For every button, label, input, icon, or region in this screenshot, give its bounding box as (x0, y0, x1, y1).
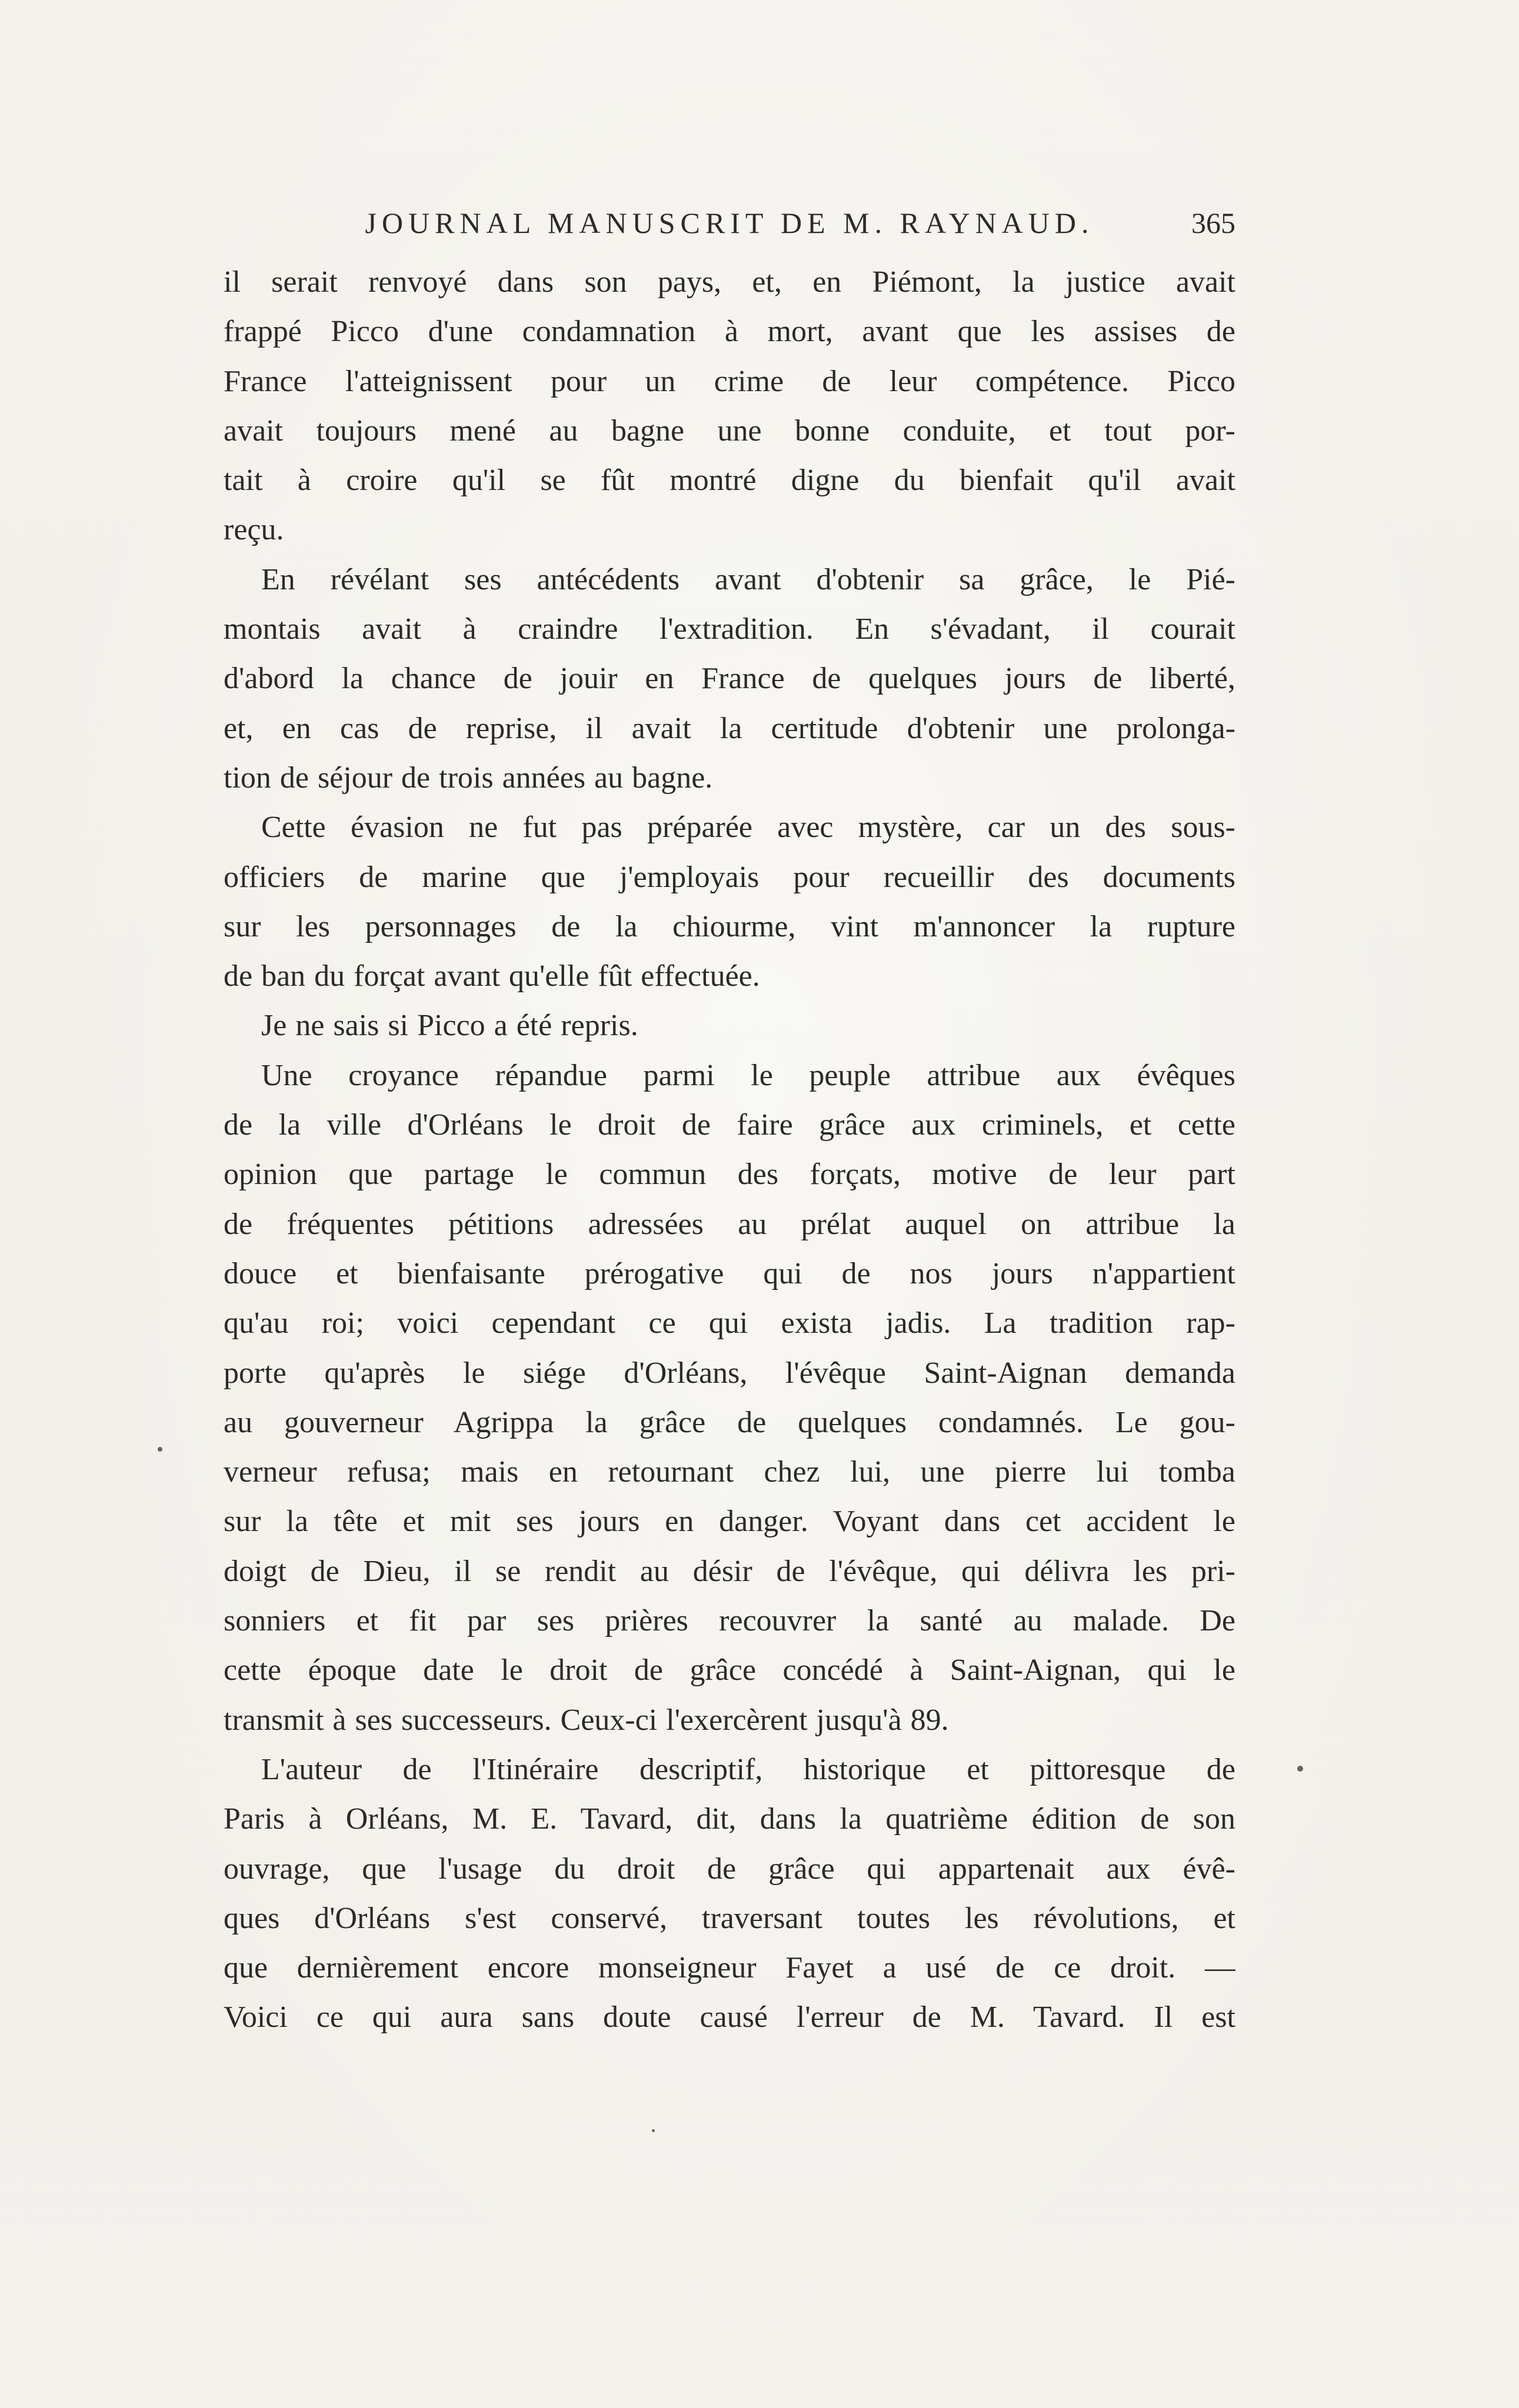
text-line: de la ville d'Orléans le droit de faire grâce aux criminels, et cette (224, 1108, 1235, 1142)
text-line: et, en cas de reprise, il avait la certitude d'obtenir une prolonga- (224, 711, 1235, 745)
text-line: officiers de marine que j'employais pour recueillir des documents (224, 860, 1235, 894)
text-line: L'auteur de l'Itinéraire descriptif, historique et pittoresque de (261, 1752, 1235, 1786)
paper-speck (1297, 1766, 1303, 1772)
text-line: opinion que partage le commun des forçats, motive de leur part (224, 1158, 1235, 1192)
text-line: frappé Picco d'une condamnation à mort, avant que les assises de (224, 315, 1235, 349)
text-line: douce et bienfaisante prérogative qui de nos jours n'appartient (224, 1256, 1235, 1290)
text-line: Cette évasion ne fut pas préparée avec mystère, car un des sous- (261, 811, 1235, 845)
text-line: ques d'Orléans s'est conservé, traversant toutes les révolutions, et (224, 1901, 1235, 1935)
text-line: cette époque date le droit de grâce concédé à Saint-Aignan, qui le (224, 1653, 1235, 1687)
text-line: sonniers et fit par ses prières recouvrer la santé au malade. De (224, 1604, 1235, 1638)
text-line: verneur refusa; mais en retournant chez lui, une pierre lui tomba (224, 1455, 1235, 1489)
text-line: Voici ce qui aura sans doute causé l'erreur de M. Tavard. Il est (224, 2000, 1235, 2035)
text-line: France l'atteignissent pour un crime de leur compétence. Picco (224, 364, 1235, 398)
text-line: Je ne sais si Picco a été repris. (261, 1009, 638, 1043)
text-line: reçu. (224, 513, 284, 547)
text-line: tait à croire qu'il se fût montré digne du bienfait qu'il avait (224, 463, 1235, 498)
text-line: sur la tête et mit ses jours en danger. Voyant dans cet accident le (224, 1505, 1235, 1539)
text-line: avait toujours mené au bagne une bonne conduite, et tout por- (224, 413, 1235, 448)
text-line: sur les personnages de la chiourme, vint m'annoncer la rupture (224, 909, 1235, 943)
text-line: qu'au roi; voici cependant ce qui exista jadis. La tradition rap- (224, 1306, 1235, 1340)
body-text (224, 258, 1235, 2043)
text-line: Paris à Orléans, M. E. Tavard, dit, dans la quatrième édition de son (224, 1802, 1235, 1836)
page-number: 365 (1191, 206, 1235, 239)
text-line: de fréquentes pétitions adressées au prélat auquel on attribue la (224, 1207, 1235, 1241)
text-line: montais avait à craindre l'extradition. En s'évadant, il courait (224, 612, 1235, 646)
text-line: au gouverneur Agrippa la grâce de quelques condamnés. Le gou- (224, 1405, 1235, 1439)
text-line: d'abord la chance de jouir en France de quelques jours de liberté, (224, 662, 1235, 696)
paper-speck (652, 2129, 655, 2132)
text-line: ouvrage, que l'usage du droit de grâce qui appartenait aux évê- (224, 1852, 1235, 1886)
text-line: transmit à ses successeurs. Ceux-ci l'exercèrent jusqu'à 89. (224, 1703, 949, 1737)
text-line: Une croyance répandue parmi le peuple attribue aux évêques (261, 1058, 1235, 1092)
text-line: de ban du forçat avant qu'elle fût effectuée. (224, 959, 760, 993)
running-title: JOURNAL MANUSCRIT DE M. RAYNAUD. (365, 206, 1094, 239)
text-line: que dernièrement encore monseigneur Fayet a usé de ce droit. — (224, 1951, 1235, 1985)
text-line: tion de séjour de trois années au bagne. (224, 761, 713, 795)
paper-speck (158, 1447, 162, 1452)
text-line: doigt de Dieu, il se rendit au désir de l'évêque, qui délivra les pri- (224, 1554, 1235, 1588)
text-line: il serait renvoyé dans son pays, et, en Piémont, la justice avait (224, 265, 1235, 299)
text-line: En révélant ses antécédents avant d'obtenir sa grâce, le Pié- (261, 562, 1235, 596)
text-line: porte qu'après le siége d'Orléans, l'évêque Saint-Aignan demanda (224, 1356, 1235, 1390)
page-header (224, 206, 1235, 253)
